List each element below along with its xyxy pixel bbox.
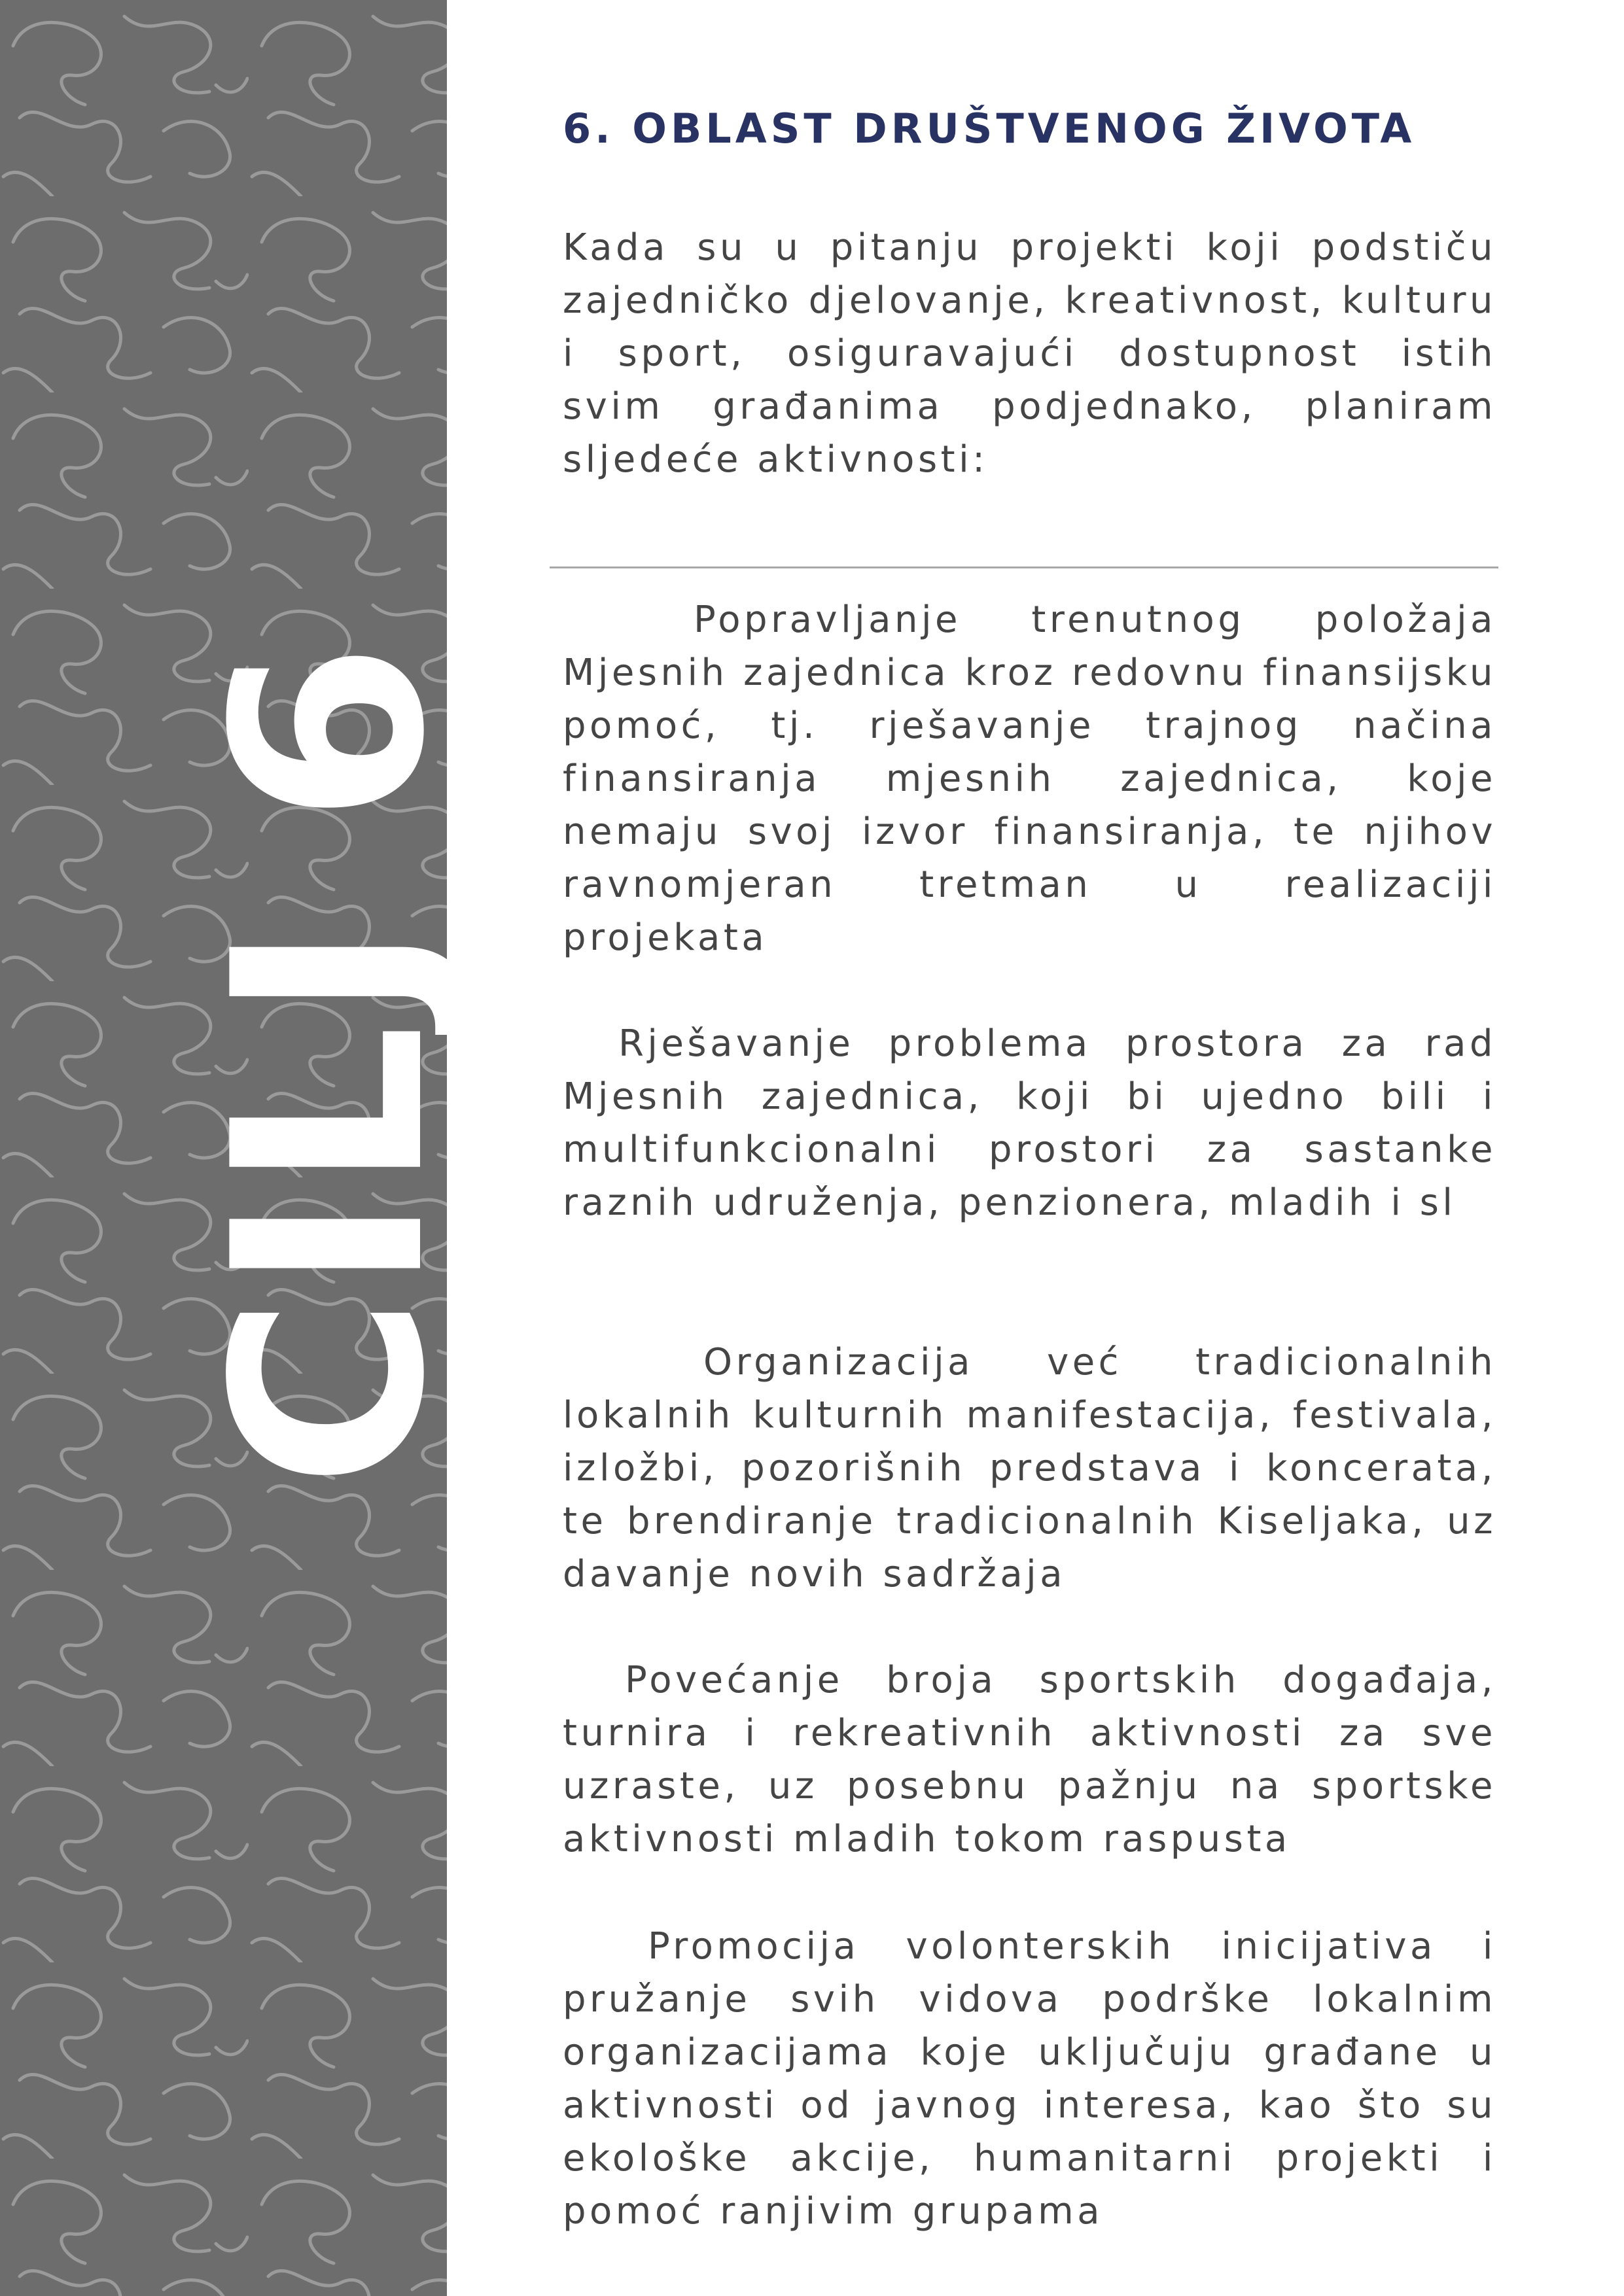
activity-paragraph-3: Organizacija već tradicionalnih lokalnih kulturnih manifestacija, festivala, izložbi, pozorišnih predstava i koncerata, te brendiranje tradicionalnih Kiseljaka, uz davanje novih sadržaja [563,1341,1496,1595]
activity-paragraph-4: Povećanje broja sportskih događaja, turnira i rekreativnih aktivnosti za sve uzraste, uz posebnu pažnju na sportske aktivnosti mladih tokom raspusta [563,1659,1496,1860]
activity-paragraph-1: Popravljanje trenutnog položaja Mjesnih zajednica kroz redovnu finansijsku pomoć, tj. rješavanje trajnog načina finansiranja mjesnih zajednica, koje nemaju svoj izvor finansiranja, te njihov ravnomjeran tretman u realizaciji projekata [563,599,1496,959]
sidebar-title: CILJ 6 [178,638,482,1488]
sidebar-panel [0,0,482,2296]
section-heading: 6. OBLAST DRUŠTVENOG ŽIVOTA [563,105,1416,152]
activity-paragraph-2: Rješavanje problema prostora za rad Mjesnih zajednica, koji bi ujedno bili i multifunkcionalni prostori za sastanke raznih udruženja, penzionera, mladih i sl [563,1022,1496,1224]
intro-paragraph: Kada su u pitanju projekti koji podstiču zajedničko djelovanje, kreativnost, kulturu i sport, osiguravajući dostupnost istih svim građanima podjednako, planiram sljedeće aktivnosti: [563,226,1496,481]
activity-paragraph-5: Promocija volonterskih inicijativa i pružanje svih vidova podrške lokalnim organizacijama koje uključuju građane u aktivnosti od javnog interesa, kao što su ekološke akcije, humanitarni projekti i pomoć ranjivim grupama [563,1925,1496,2233]
divider [550,566,1498,568]
